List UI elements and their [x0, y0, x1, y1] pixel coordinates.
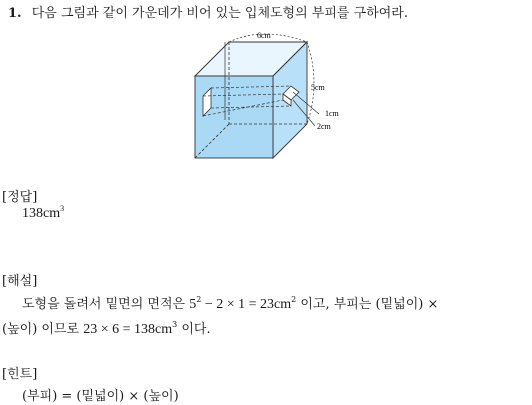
answer-heading: [정답]	[2, 190, 38, 205]
hint-formula: (부피) = (밑넓이) × (높이)	[22, 389, 179, 404]
answer-value	[22, 206, 64, 222]
answer-exponent: 3	[60, 204, 65, 213]
explanation-line-1: 도형을 돌려서 밑면의 면적은 $5^2 - 2 \times 1 = 23cm^2$ 이고, 부피는 (밑넓이) ×	[22, 295, 439, 312]
label-hole-2cm: 2cm	[317, 122, 331, 131]
cube-figure	[185, 28, 345, 160]
explanation-line-2: (높이) 이므로 $23 \times 6 = 138cm^3$ 이다.	[2, 320, 211, 337]
label-side-5cm: 5cm	[311, 83, 325, 92]
label-hole-1cm: 1cm	[325, 109, 339, 118]
answer-unit: cm	[43, 206, 61, 221]
cube-front-face	[195, 76, 273, 158]
question	[8, 2, 408, 21]
answer-number: 138	[22, 206, 43, 221]
question-number: 1.	[8, 6, 22, 21]
label-top-6cm: 6cm	[257, 31, 271, 40]
hint-heading: [힌트]	[2, 367, 38, 382]
question-text: 다음 그림과 같이 가운데가 비어 있는 입체도형의 부피를 구하여라.	[31, 6, 408, 21]
explanation-heading: [해설]	[2, 274, 38, 289]
